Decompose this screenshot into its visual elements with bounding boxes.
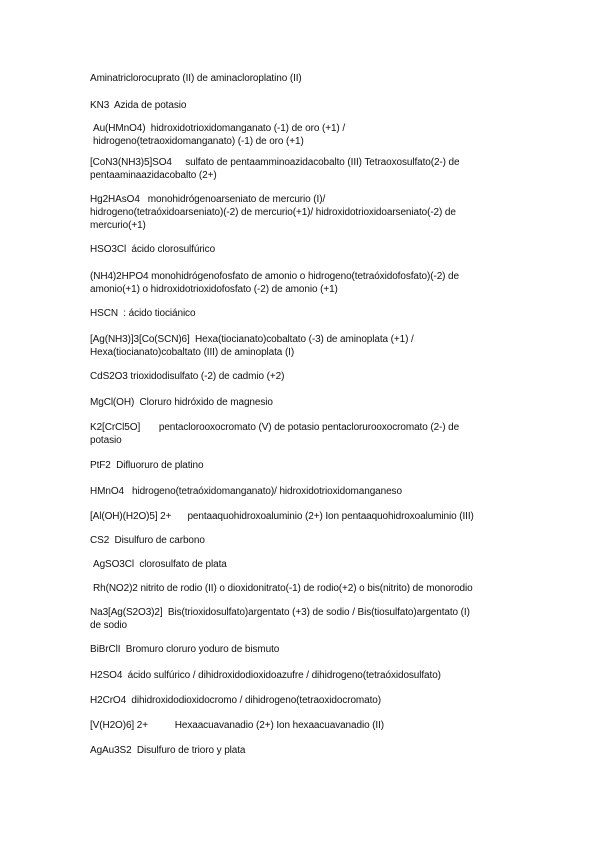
entry-line: mercurio(+1) — [90, 220, 146, 231]
entry-cs2 — [90, 534, 530, 547]
entry-line: PtF2 Difluoruro de platino — [90, 460, 204, 471]
entry-line: [Al(OH)(H2O)5] 2+ pentaaquohidroxoaluminio (2+) Ion pentaaquohidroxoaluminio (III) — [90, 511, 474, 522]
entry-line: KN3 Azida de potasio — [90, 100, 187, 111]
entry-k2-crcl5o — [90, 421, 530, 447]
entry-line: Au(HMnO4) hidroxidotrioxidomanganato (-1) de oro (+1) / — [93, 123, 346, 134]
entry-line: Hg2HAsO4 monohidrógenoarseniato de mercurio (I)/ — [90, 194, 326, 205]
entry-line: BiBrClI Bromuro cloruro yoduro de bismuto — [90, 644, 280, 655]
entry-hso3cl — [90, 243, 530, 256]
entry-line: Rh(NO2)2 nitrito de rodio (II) o dioxidonitrato(-1) de rodio(+2) o bis(nitrito) de monorodio — [93, 583, 473, 594]
entry-line: CS2 Disulfuro de carbono — [90, 535, 205, 546]
entry-hmno4 — [90, 485, 530, 498]
entry-line: HMnO4 hidrogeno(tetraóxidomanganato)/ hidroxidotrioxidomanganeso — [90, 486, 402, 497]
entry-ag-nh3-co-scn — [90, 333, 530, 359]
entry-con3-nh3-so4 — [90, 156, 530, 182]
entry-line: de sodio — [90, 620, 128, 631]
entry-line: HSCN : ácido tiociánico — [90, 308, 196, 319]
entry-al-oh-h2o5 — [90, 510, 530, 523]
entry-au-hmno4 — [93, 122, 533, 148]
entry-line: AgSO3Cl clorosulfato de plata — [93, 559, 227, 570]
entry-bibrcli — [90, 643, 530, 656]
entry-line: HSO3Cl ácido clorosulfúrico — [90, 244, 216, 255]
entry-line: H2SO4 ácido sulfúrico / dihidroxidodioxidoazufre / dihidrogeno(tetraóxidosulfato) — [90, 670, 441, 681]
entry-h2cro4 — [90, 694, 530, 707]
entry-line: (NH4)2HPO4 monohidrógenofosfato de amonio o hidrogeno(tetraóxidofosfato)(-2) de — [90, 271, 459, 282]
entry-line: amonio(+1) o hidroxidotrioxidofosfato (-2) de amonio (+1) — [90, 284, 338, 295]
entry-line: [Ag(NH3)]3[Co(SCN)6] Hexa(tiocianato)cobaltato (-3) de aminoplata (+1) / — [90, 334, 414, 345]
entry-agau3s2 — [90, 744, 530, 757]
entry-v-h2o6 — [90, 719, 530, 732]
entry-line: hidrogeno(tetraóxidoarseniato)(-2) de mercurio(+1)/ hidroxidotrioxidoarseniato(-2) de — [90, 207, 456, 218]
entry-line: hidrogeno(tetraoxidomanganato) (-1) de oro (+1) — [93, 136, 304, 147]
entry-h2so4 — [90, 669, 530, 682]
entry-line: AgAu3S2 Disulfuro de trioro y plata — [90, 745, 246, 756]
entry-line: [V(H2O)6] 2+ Hexaacuavanadio (2+) Ion hexaacuavanadio (II) — [90, 720, 385, 731]
entry-line: pentaaminaazidacobalto (2+) — [90, 170, 217, 181]
entry-agso3cl — [93, 558, 533, 571]
entry-line: H2CrO4 dihidroxidodioxidocromo / dihidrogeno(tetraoxidocromato) — [90, 695, 381, 706]
entry-line: Na3[Ag(S2O3)2] Bis(trioxidosulfato)argentato (+3) de sodio / Bis(tiosulfato)argentato (I) — [90, 607, 470, 618]
entry-line: MgCl(OH) Cloruro hidróxido de magnesio — [90, 397, 273, 408]
entry-hscn — [90, 307, 530, 320]
entry-line: potasio — [90, 435, 122, 446]
entry-cds2o3 — [90, 370, 530, 383]
entry-hg2hasO4 — [90, 193, 530, 232]
entry-kn3 — [90, 99, 530, 112]
entry-line: Aminatriclorocuprato (II) de aminacloroplatino (II) — [90, 73, 302, 84]
entry-nh4-2hpo4 — [90, 270, 530, 296]
entry-line: CdS2O3 trioxidodisulfato (-2) de cadmio (+2) — [90, 371, 285, 382]
entry-mgcl-oh — [90, 396, 530, 409]
entry-line: K2[CrCl5O] pentaclorooxocromato (V) de potasio pentaclorurooxocromato (2-) de — [90, 422, 460, 433]
entry-ptf2 — [90, 459, 530, 472]
entry-line: Hexa(tiocianato)cobaltato (III) de aminoplata (I) — [90, 347, 295, 358]
entry-na3-ag-s2o3 — [90, 606, 530, 632]
entry-aminatriclorocuprato — [90, 72, 530, 85]
entry-rh-no2-2 — [93, 582, 533, 595]
entry-line: [CoN3(NH3)5]SO4 sulfato de pentaamminoazidacobalto (III) Tetraoxosulfato(2-) de — [90, 157, 460, 168]
